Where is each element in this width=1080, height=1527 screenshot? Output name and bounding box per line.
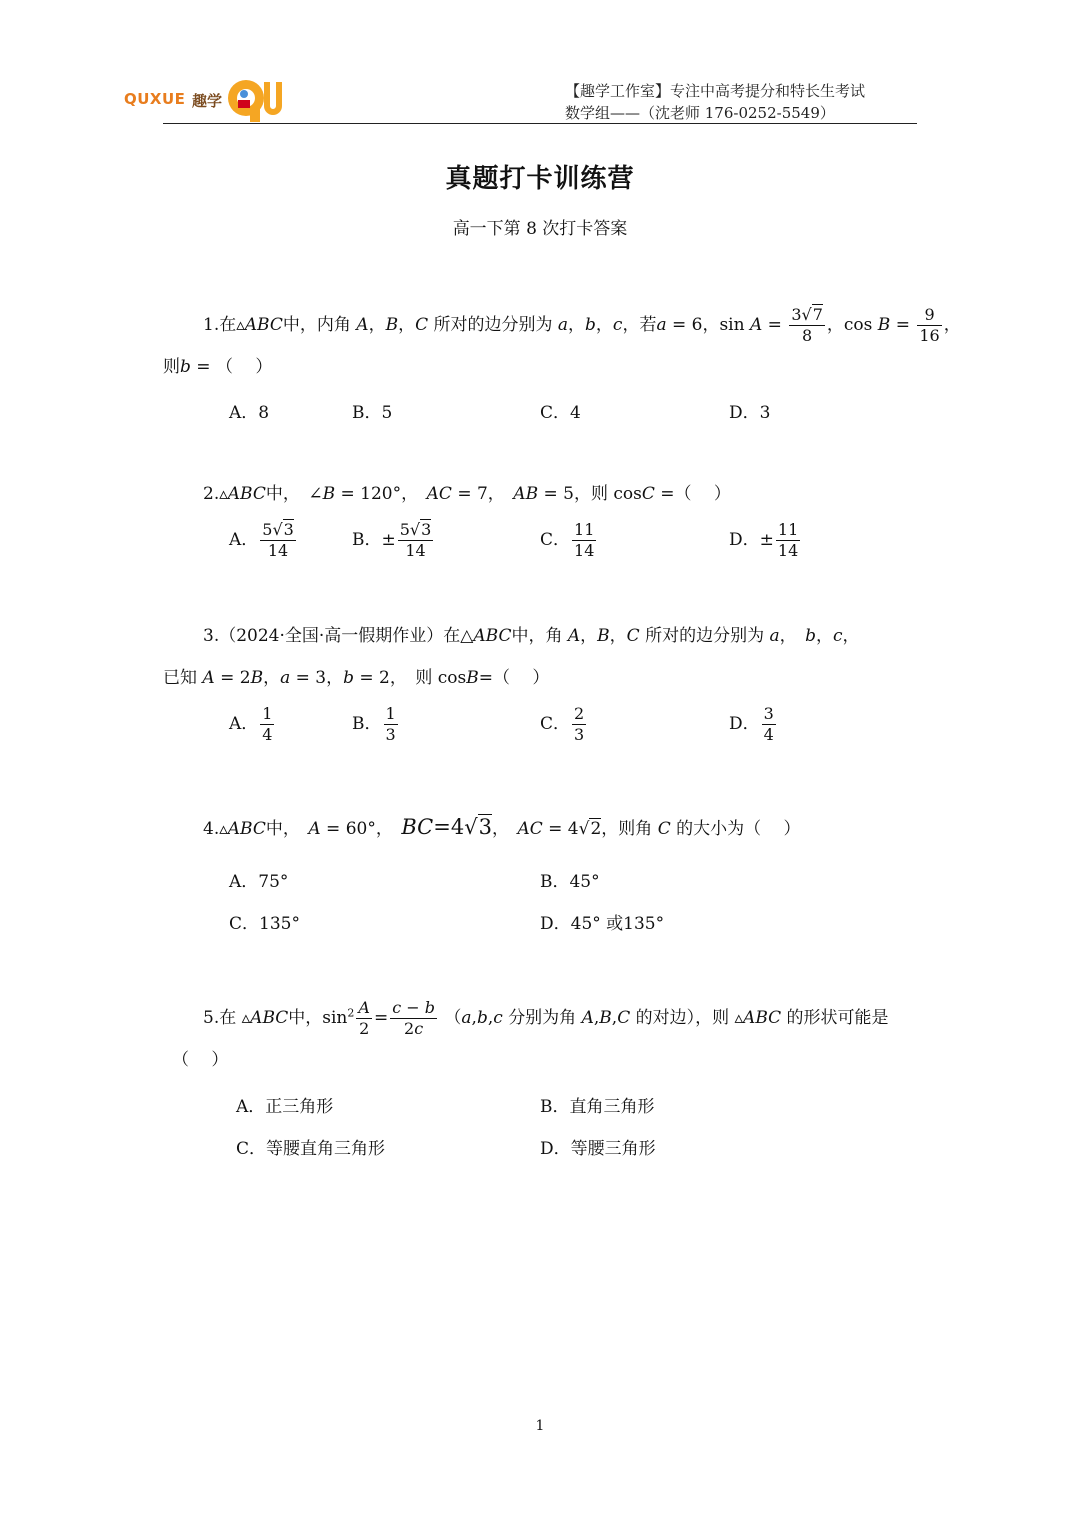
q4-option-a: A．75° xyxy=(229,872,289,892)
header-info xyxy=(565,80,865,124)
question-3-stem: 3.（2024·全国·高一假期作业）在△ABC中，角 A，B，C 所对的边分别为 a， b，c， xyxy=(203,626,860,646)
question-1-stem: 1.在▵ABC中，内角 A，B，C 所对的边分别为 a，b，c，若a = 6，sin A = $\frac{3√7}{8}$ ，cos B = $\frac{9}{16}$ ， xyxy=(203,305,961,345)
q5-option-d: D．等腰三角形 xyxy=(540,1139,656,1159)
q4-option-c: C．135° xyxy=(229,914,300,934)
q2-option-d: D．± $\frac{11}{14}$ xyxy=(729,520,799,560)
q3-option-a: A． $\frac{1}{4}$ xyxy=(229,704,273,744)
q1-option-d: D．3 xyxy=(729,403,771,423)
q3-option-b: B． $\frac{1}{3}$ xyxy=(352,704,396,744)
q3-option-d: D． $\frac{3}{4}$ xyxy=(729,704,774,744)
logo xyxy=(124,72,286,124)
question-5-line-2: （ ） xyxy=(172,1050,229,1070)
question-2-stem: 2.▵ABC中， ∠B = 120°， AC = 7， AB = 5，则 cosC =（ ） xyxy=(203,484,731,504)
qu-mascot-icon xyxy=(224,72,286,124)
q4-option-d: D．45° 或135° xyxy=(540,914,665,934)
question-4-stem: 4.▵ABC中， A = 60°， BC=4√3， AC = 4√2，则角 C 的大小为（ ） xyxy=(203,815,801,839)
q5-option-a: A．正三角形 xyxy=(236,1097,334,1117)
page-number: 1 xyxy=(535,1418,545,1434)
header-line-1: 【趣学工作室】专注中高考提分和特长生考试 xyxy=(565,82,866,100)
q4-option-b: B．45° xyxy=(540,872,600,892)
q3-option-c: C． $\frac{2}{3}$ xyxy=(540,704,585,744)
q1-option-a: A．8 xyxy=(229,403,270,423)
q5-option-c: C．等腰直角三角形 xyxy=(236,1139,386,1159)
q1-option-b: B．5 xyxy=(352,403,393,423)
q1-option-c: C．4 xyxy=(540,403,581,423)
q2-option-b: B．± $\frac{5√3}{14}$ xyxy=(352,520,432,560)
question-1-line-2: 则b = （ ） xyxy=(163,357,273,377)
header-rule xyxy=(163,123,917,124)
page-title: 真题打卡训练营 xyxy=(445,164,635,194)
header-line-2: 数学组——（沈老师 176-0252-5549） xyxy=(565,104,835,122)
question-3-line-2: 已知 A = 2B，a = 3，b = 2， 则 cosB=（ ） xyxy=(163,668,550,688)
question-5-stem: 5.在 ▵ABC中，$\sin^2$ $\frac{A}{2}$ = $\frac{c - b}{2c}$ （a,b,c 分别为角 A,B,C 的对边），则 ▵ABC 的形状可能是 xyxy=(203,998,889,1038)
logo-text: QUXUE xyxy=(124,90,186,108)
q5-option-b: B．直角三角形 xyxy=(540,1097,655,1117)
logo-cn: 趣学 xyxy=(192,92,223,110)
q2-option-c: C． $\frac{11}{14}$ xyxy=(540,520,595,560)
q2-option-a: A． $\frac{5√3}{14}$ xyxy=(229,520,294,560)
page-subtitle: 高一下第 8 次打卡答案 xyxy=(452,219,628,239)
